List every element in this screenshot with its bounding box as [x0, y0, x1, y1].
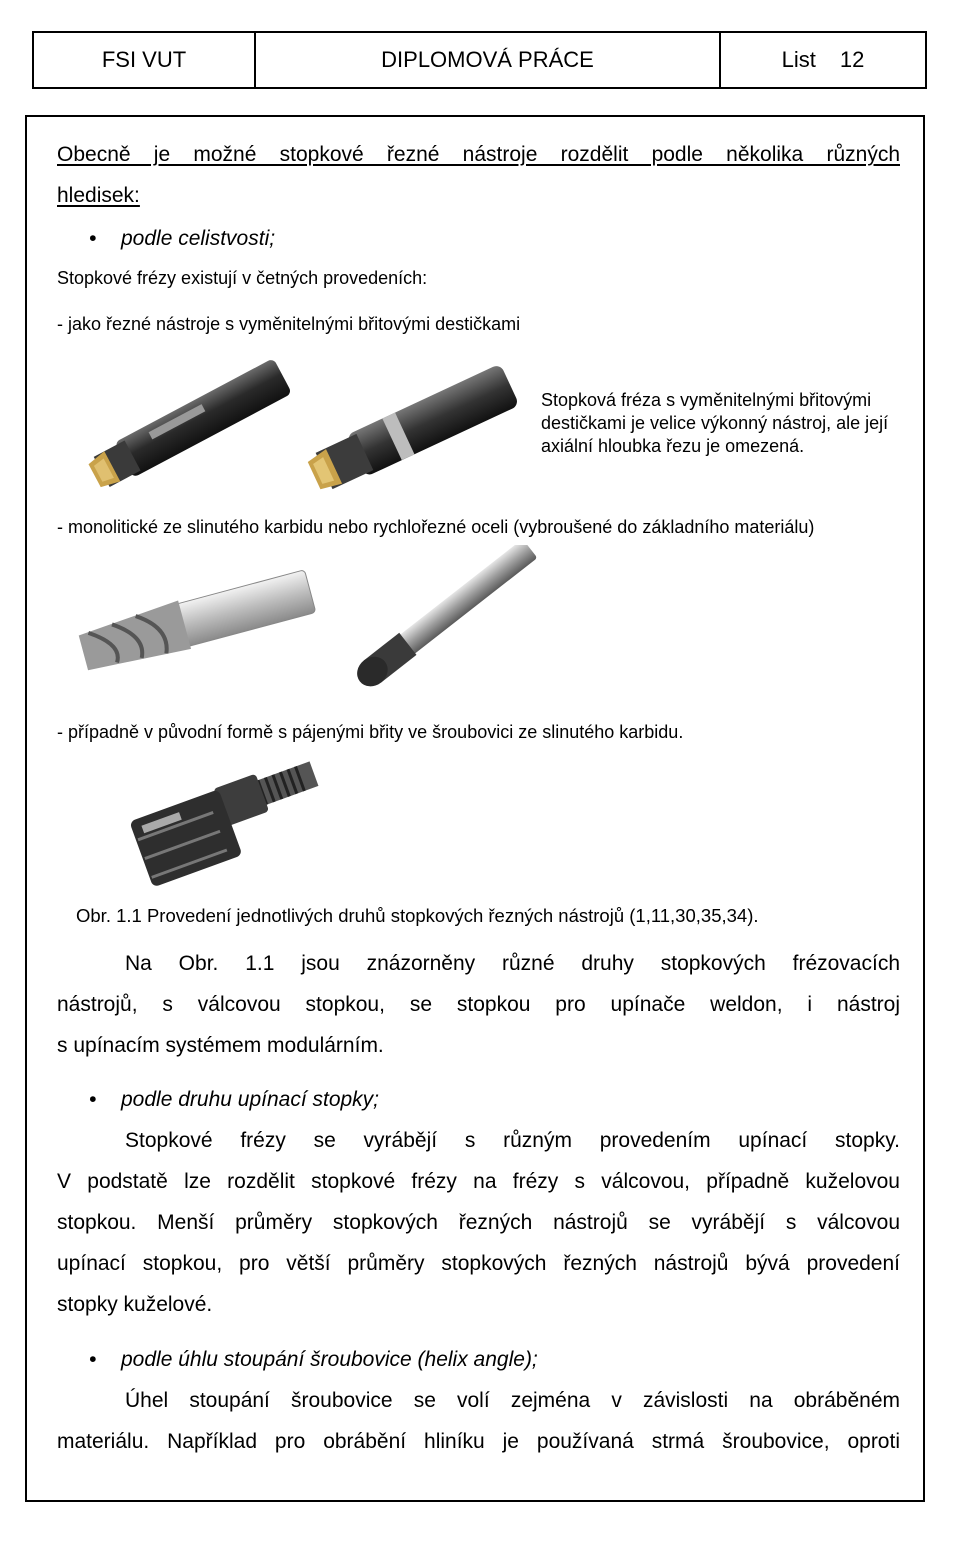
- header-page-label: List: [781, 47, 816, 72]
- bullet-dot: •: [89, 1348, 97, 1371]
- para3-line-1: Úhel stoupání šroubovice se volí zejména v závislosti na obráběném: [125, 1389, 900, 1412]
- brazed-end-mill-image: [115, 750, 330, 895]
- figure-item-2: - monolitické ze slinutého karbidu nebo rychlořezné oceli (vybroušené do základního materiálu): [57, 517, 815, 537]
- solid-carbide-end-mill-image: [70, 555, 320, 695]
- figure-note-1: Stopková fréza s vyměnitelnými břitovými: [541, 390, 872, 410]
- para2-line-5: stopky kuželové.: [57, 1293, 213, 1316]
- header-page-number: 12: [839, 47, 865, 72]
- para2-line-4: upínací stopkou, pro větší průměry stopkových řezných nástrojů bývá provedení: [57, 1252, 900, 1275]
- figure-note-2: destičkami je velice výkonný nástroj, ale její: [541, 413, 889, 433]
- para1-line-1: Na Obr. 1.1 jsou znázorněny různé druhy stopkových frézovacích: [125, 952, 900, 975]
- figure-item-3: - případně v původní formě s pájenými břity ve šroubovici ze slinutého karbidu.: [57, 722, 684, 742]
- figure-note-3: axiální hloubka řezu je omezená.: [541, 436, 805, 456]
- header-title: DIPLOMOVÁ PRÁCE: [256, 33, 721, 87]
- bullet-upinaci-stopka: [89, 1088, 380, 1112]
- figure-intro: Stopkové frézy existují v četných provedeních:: [57, 268, 428, 288]
- para2-line-1: Stopkové frézy se vyrábějí s různým provedením upínací stopky.: [125, 1129, 900, 1152]
- figure-item-1: - jako řezné nástroje s vyměnitelnými břitovými destičkami: [57, 314, 521, 334]
- bullet-celistvost: [89, 227, 276, 251]
- para2-line-2: V podstatě lze rozdělit stopkové frézy na frézy s válcovou, případně kuželovou: [57, 1170, 900, 1193]
- ball-nose-end-mill-image: [330, 545, 550, 695]
- bullet-dot: •: [89, 227, 97, 250]
- bullet-upinaci-stopka-label: podle druhu upínací stopky;: [121, 1088, 380, 1111]
- para1-line-2: nástrojů, s válcovou stopkou, se stopkou pro upínače weldon, i nástroj: [57, 993, 900, 1016]
- para1-line-3: s upínacím systémem modulárním.: [57, 1034, 384, 1057]
- intro-line-1: Obecně je možné stopkové řezné nástroje rozdělit podle několika různých: [57, 143, 900, 166]
- figure-caption: Obr. 1.1 Provedení jednotlivých druhů stopkových řezných nástrojů (1,11,30,35,34).: [76, 905, 759, 926]
- para2-line-3: stopkou. Menší průměry stopkových řezných nástrojů se vyrábějí s válcovou: [57, 1211, 900, 1234]
- indexable-end-mill-image-1: [80, 350, 300, 500]
- header-institution: FSI VUT: [34, 33, 256, 87]
- header-page: [721, 33, 925, 87]
- indexable-end-mill-image-2: [300, 355, 525, 505]
- para3-line-2: materiálu. Například pro obrábění hliníku je používaná strmá šroubovice, oproti: [57, 1430, 900, 1453]
- intro-line-2: hledisek:: [57, 184, 140, 207]
- bullet-helix-angle-label: podle úhlu stoupání šroubovice (helix angle);: [121, 1348, 538, 1371]
- bullet-celistvost-label: podle celistvosti;: [121, 227, 276, 250]
- bullet-dot: •: [89, 1088, 97, 1111]
- page-header: [32, 31, 927, 89]
- bullet-helix-angle: [89, 1348, 538, 1372]
